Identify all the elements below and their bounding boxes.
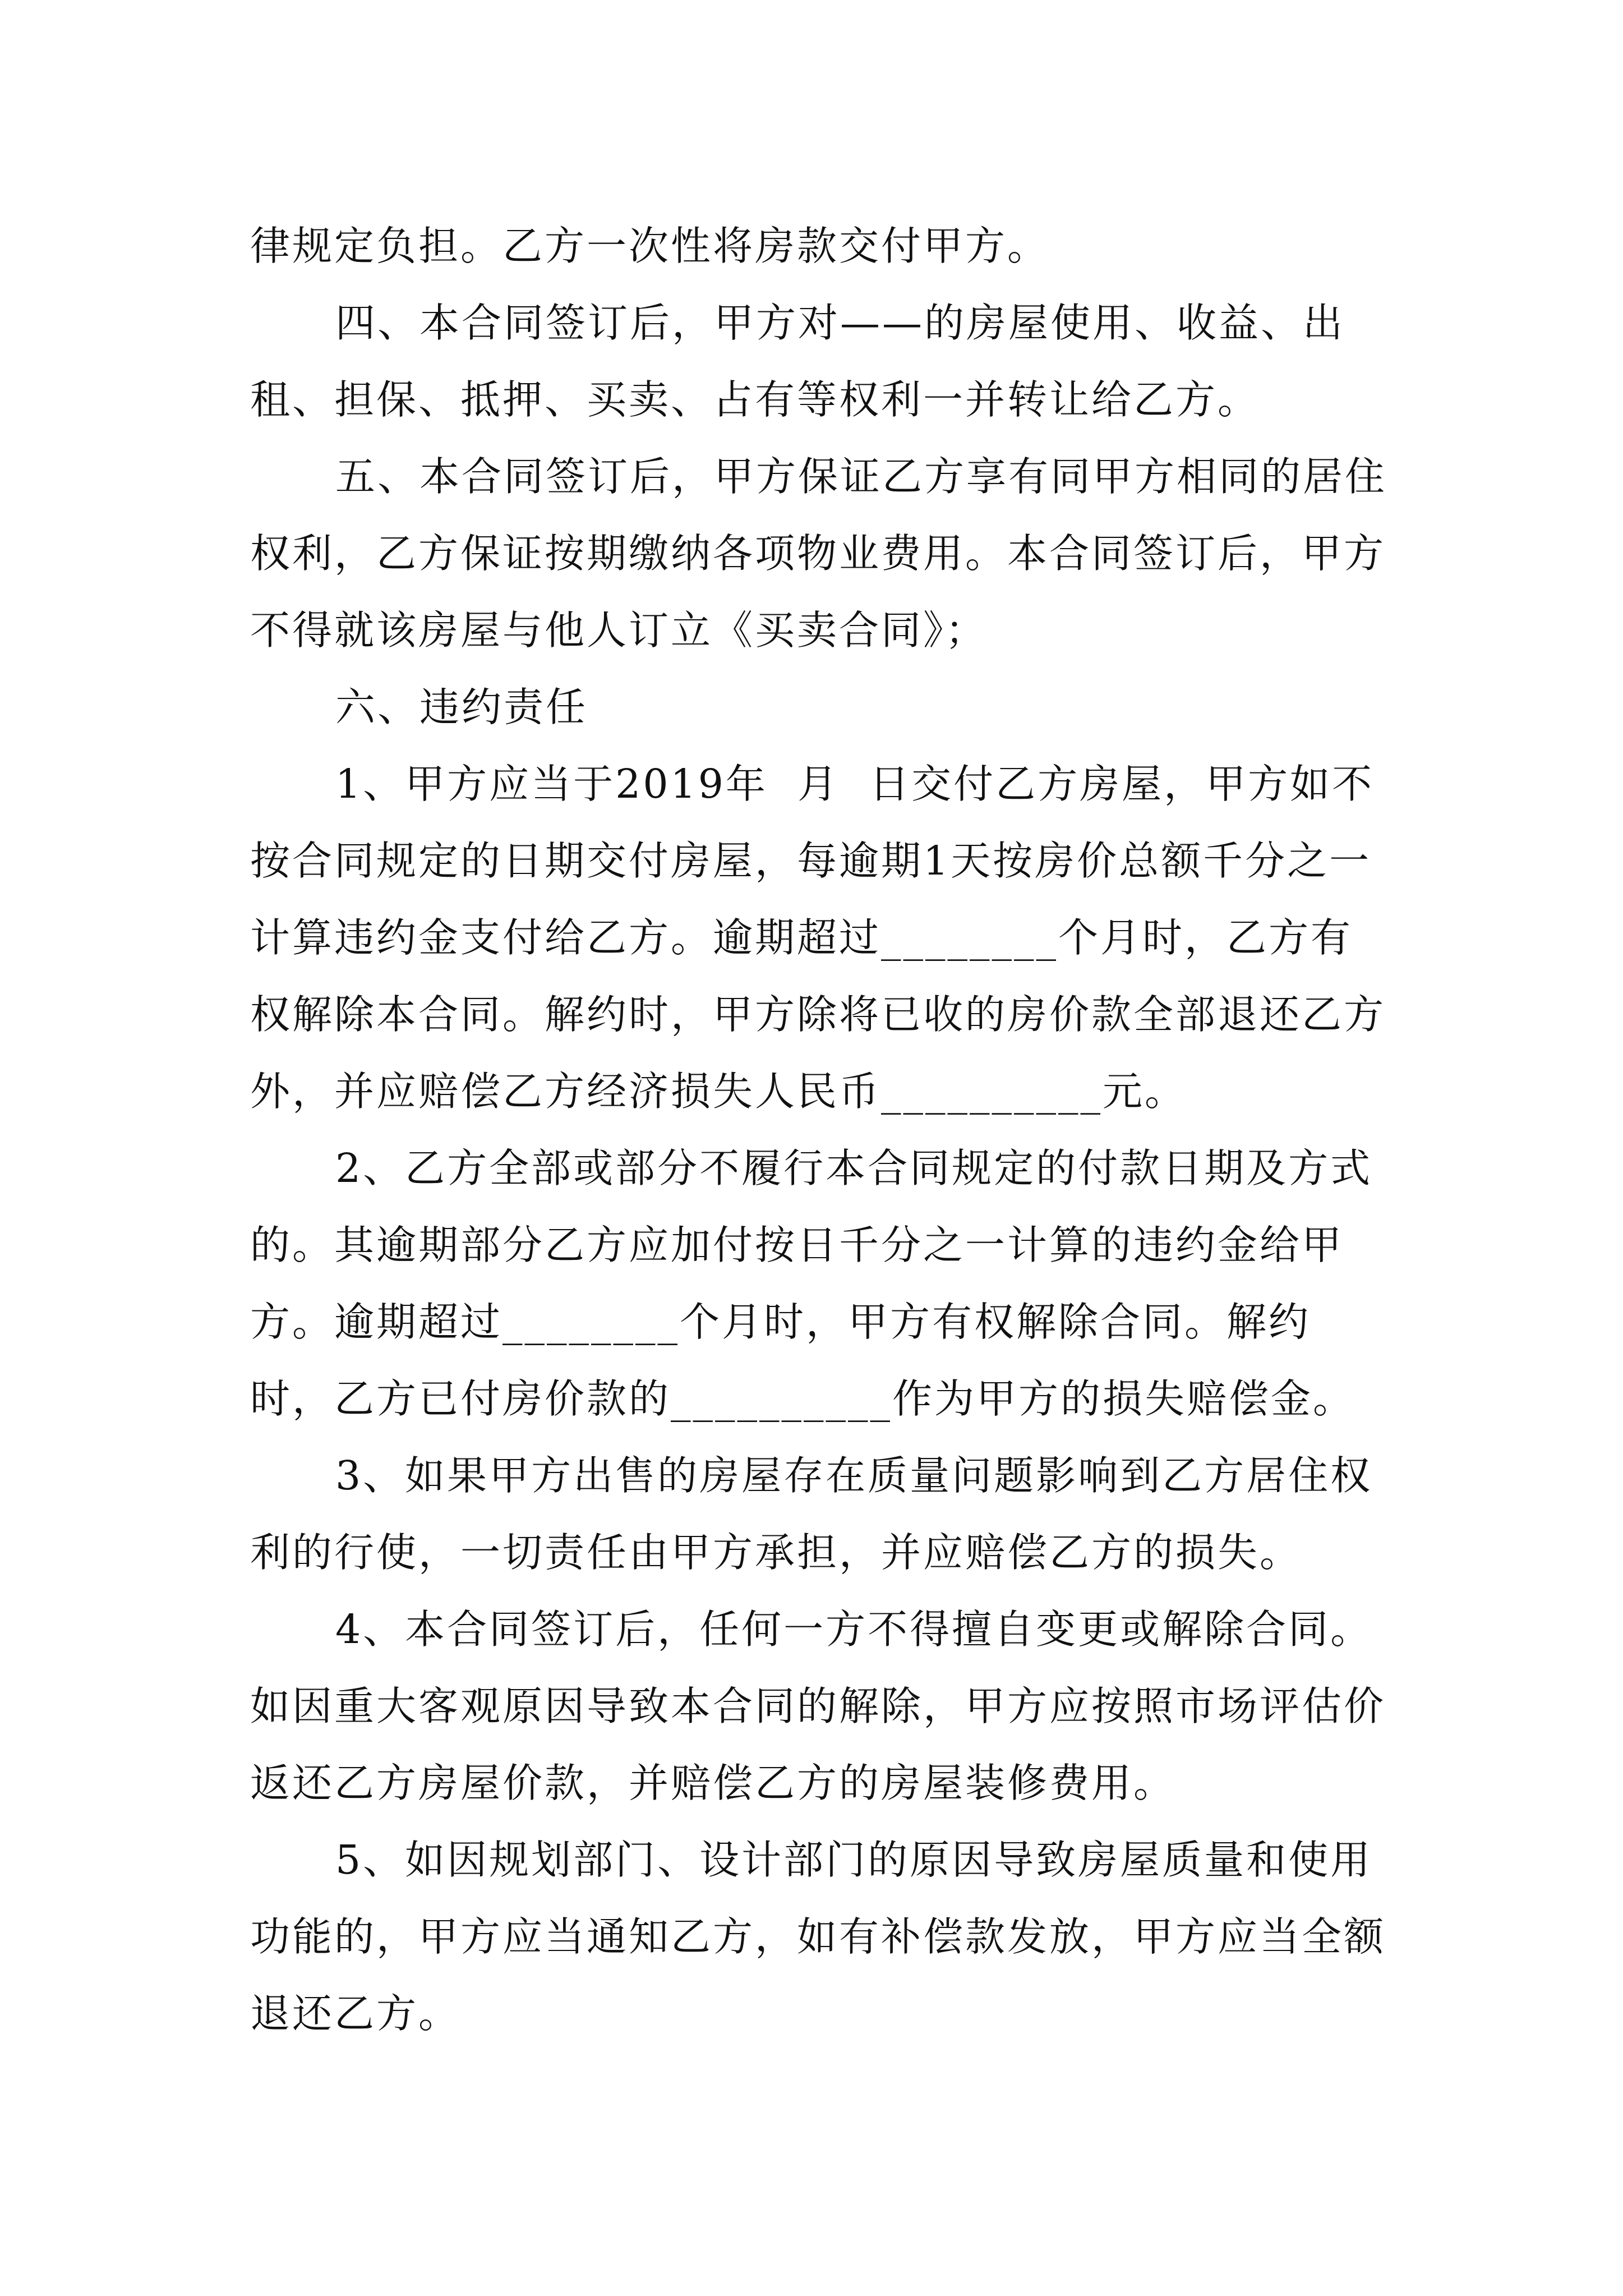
- section-heading-breach-liability: 六、违约责任: [335, 684, 588, 730]
- paragraph-clause-5: 五、本合同签订后，甲方保证乙方享有同甲方相同的居住权利，乙方保证按期缴纳各项物业费用。本合同签订后，甲方不得就该房屋与他人订立《买卖合同》；: [250, 453, 1387, 654]
- paragraph-item-2: 2、乙方全部或部分不履行本合同规定的付款日期及方式的。其逾期部分乙方应加付按日千分之一计算的违约金给甲方。逾期超过________个月时，甲方有权解除合同。解约时，乙方已付房价款的__________作为甲方的损失赔偿金。: [250, 1145, 1373, 1422]
- document-body: [250, 208, 1389, 2052]
- paragraph-item-3: 3、如果甲方出售的房屋存在质量问题影响到乙方居住权利的行使，一切责任由甲方承担，并应赔偿乙方的损失。: [250, 1452, 1373, 1576]
- paragraph-item-1: 1、甲方应当于2019年 月 日交付乙方房屋，甲方如不按合同规定的日期交付房屋，每逾期1天按房价总额千分之一计算违约金支付给乙方。逾期超过________个月时，乙方有权解除本合同。解约时，甲方除将已收的房价款全部退还乙方外，并应赔偿乙方经济损失人民币__________元。: [250, 761, 1386, 1115]
- paragraph-item-5: 5、如因规划部门、设计部门的原因导致房屋质量和使用功能的，甲方应当通知乙方，如有补偿款发放，甲方应当全额退还乙方。: [250, 1837, 1386, 2037]
- paragraph-continuation: 律规定负担。乙方一次性将房款交付甲方。: [250, 223, 1050, 269]
- paragraph-item-4: 4、本合同签订后，任何一方不得擅自变更或解除合同。如因重大客观原因导致本合同的解除，甲方应按照市场评估价返还乙方房屋价款，并赔偿乙方的房屋装修费用。: [250, 1606, 1386, 1806]
- paragraph-clause-4: 四、本合同签订后，甲方对——的房屋使用、收益、出租、担保、抵押、买卖、占有等权利一并转让给乙方。: [250, 300, 1345, 423]
